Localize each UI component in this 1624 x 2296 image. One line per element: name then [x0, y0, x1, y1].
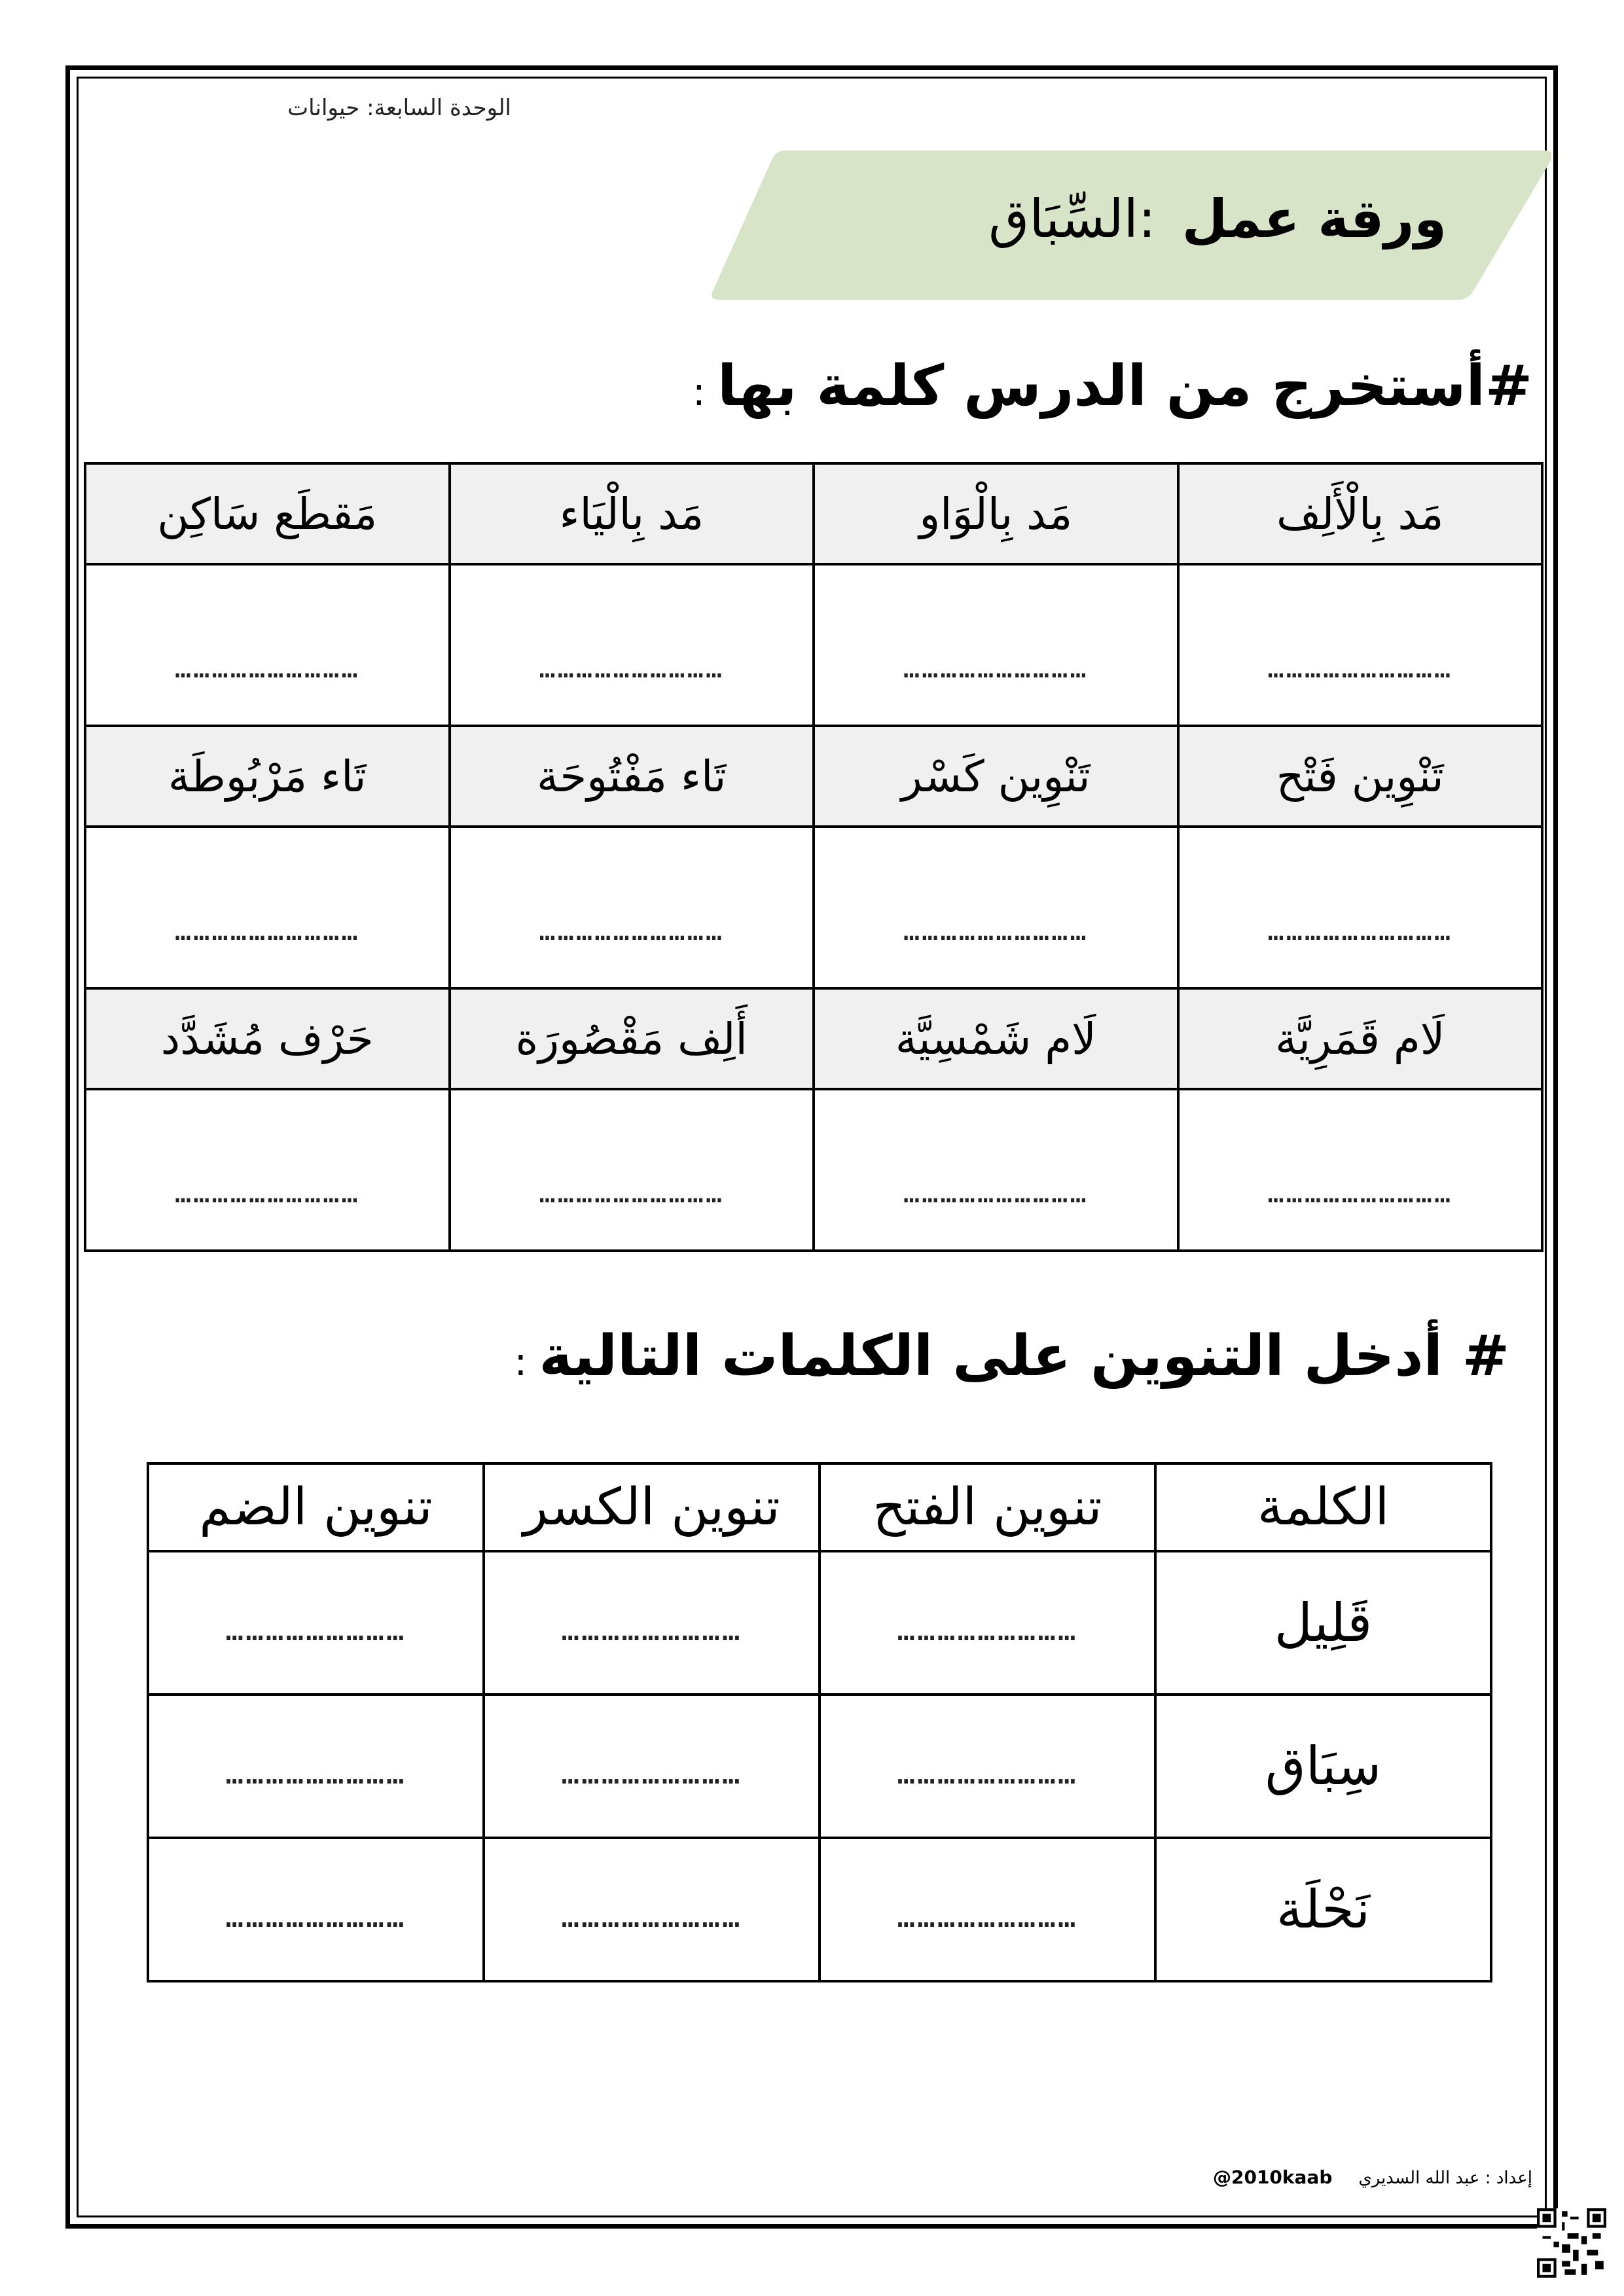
- answer-blank: …………………………: [539, 1177, 725, 1209]
- category-cell: مَد بِالْيَاء: [450, 463, 814, 564]
- answer-blank: ………………………: [561, 1755, 742, 1791]
- qr-code-icon: [1537, 2208, 1606, 2278]
- table-row: [148, 1838, 1491, 1981]
- answer-blank: …………………………: [174, 914, 360, 946]
- table-row: [85, 827, 1542, 988]
- table-row: [148, 1695, 1491, 1838]
- section1-colon: :: [692, 369, 706, 415]
- extract-words-table: [84, 462, 1543, 1252]
- section2-heading-text: # أدخل التنوين على الكلمات التالية: [539, 1323, 1509, 1389]
- table-row: [85, 726, 1542, 827]
- table-row: [85, 463, 1542, 564]
- answer-blank: ………………………: [897, 1898, 1078, 1934]
- answer-cell[interactable]: [484, 1695, 820, 1838]
- category-cell: لَام قَمَرِيَّة: [1178, 988, 1543, 1089]
- answer-blank: ………………………: [225, 1611, 406, 1647]
- answer-cell[interactable]: [820, 1695, 1155, 1838]
- author-credit: إعداد : عبد الله السديري: [1358, 2168, 1532, 2188]
- section1-heading-text: #أستخرج من الدرس كلمة بها: [717, 353, 1532, 419]
- answer-blank: ………………………: [561, 1898, 742, 1934]
- column-header: تنوين الضم: [148, 1463, 484, 1551]
- table-row: [148, 1551, 1491, 1695]
- category-cell: حَرْف مُشَدَّد: [85, 988, 450, 1089]
- answer-blank: …………………………: [174, 1177, 360, 1209]
- category-cell: أَلِف مَقْصُورَة: [450, 988, 814, 1089]
- section2-colon: :: [514, 1339, 528, 1385]
- answer-blank: …………………………: [903, 652, 1089, 684]
- answer-cell[interactable]: [814, 827, 1178, 988]
- answer-blank: ………………………: [225, 1898, 406, 1934]
- answer-cell[interactable]: [85, 564, 450, 726]
- answer-blank: ………………………: [897, 1755, 1078, 1791]
- title-banner: [707, 148, 1551, 302]
- footer-credit: [1213, 2166, 1532, 2188]
- answer-blank: …………………………: [539, 652, 725, 684]
- table-row: [85, 1089, 1542, 1251]
- answer-cell[interactable]: [814, 564, 1178, 726]
- category-cell: مَقطَع سَاكِن: [85, 463, 450, 564]
- tanween-table: [147, 1462, 1492, 1982]
- answer-blank: …………………………: [903, 1177, 1089, 1209]
- category-cell: تَنْوِين فَتْح: [1178, 726, 1543, 827]
- title-main: ورقة عمل: [1182, 188, 1447, 249]
- category-cell: لَام شَمْسِيَّة: [814, 988, 1178, 1089]
- answer-cell[interactable]: [484, 1551, 820, 1695]
- answer-cell[interactable]: [85, 827, 450, 988]
- column-header: تنوين الفتح: [820, 1463, 1155, 1551]
- answer-cell[interactable]: [148, 1695, 484, 1838]
- answer-cell[interactable]: [1178, 564, 1543, 726]
- section2-heading: [514, 1323, 1509, 1389]
- answer-blank: ………………………: [897, 1611, 1078, 1647]
- answer-blank: ………………………: [225, 1755, 406, 1791]
- answer-cell[interactable]: [1178, 1089, 1543, 1251]
- table-row: [148, 1463, 1491, 1551]
- answer-blank: …………………………: [539, 914, 725, 946]
- category-cell: تَنْوِين كَسْر: [814, 726, 1178, 827]
- word-cell: قَلِيل: [1155, 1551, 1491, 1695]
- answer-cell[interactable]: [450, 1089, 814, 1251]
- category-cell: مَد بِالْوَاو: [814, 463, 1178, 564]
- answer-cell[interactable]: [484, 1838, 820, 1981]
- category-cell: مَد بِالْأَلِف: [1178, 463, 1543, 564]
- category-cell: تَاء مَرْبُوطَة: [85, 726, 450, 827]
- answer-cell[interactable]: [814, 1089, 1178, 1251]
- answer-cell[interactable]: [450, 564, 814, 726]
- answer-blank: …………………………: [1267, 914, 1453, 946]
- answer-blank: ………………………: [561, 1611, 742, 1647]
- answer-cell[interactable]: [450, 827, 814, 988]
- category-cell: تَاء مَفْتُوحَة: [450, 726, 814, 827]
- answer-cell[interactable]: [1178, 827, 1543, 988]
- answer-blank: …………………………: [903, 914, 1089, 946]
- section1-heading: [693, 353, 1532, 419]
- column-header: الكلمة: [1155, 1463, 1491, 1551]
- column-header: تنوين الكسر: [484, 1463, 820, 1551]
- answer-blank: …………………………: [1267, 1177, 1453, 1209]
- title-lesson: :السِّبَاق: [988, 188, 1156, 249]
- table-row: [85, 988, 1542, 1089]
- answer-cell[interactable]: [148, 1838, 484, 1981]
- answer-blank: …………………………: [1267, 652, 1453, 684]
- answer-cell[interactable]: [820, 1551, 1155, 1695]
- answer-cell[interactable]: [148, 1551, 484, 1695]
- word-cell: نَحْلَة: [1155, 1838, 1491, 1981]
- answer-cell[interactable]: [85, 1089, 450, 1251]
- unit-header: الوحدة السابعة: حيوانات: [287, 95, 511, 121]
- author-handle: @2010kaab: [1212, 2166, 1333, 2188]
- table-row: [85, 564, 1542, 726]
- worksheet-title: [988, 188, 1447, 249]
- answer-blank: …………………………: [174, 652, 360, 684]
- answer-cell[interactable]: [820, 1838, 1155, 1981]
- word-cell: سِبَاق: [1155, 1695, 1491, 1838]
